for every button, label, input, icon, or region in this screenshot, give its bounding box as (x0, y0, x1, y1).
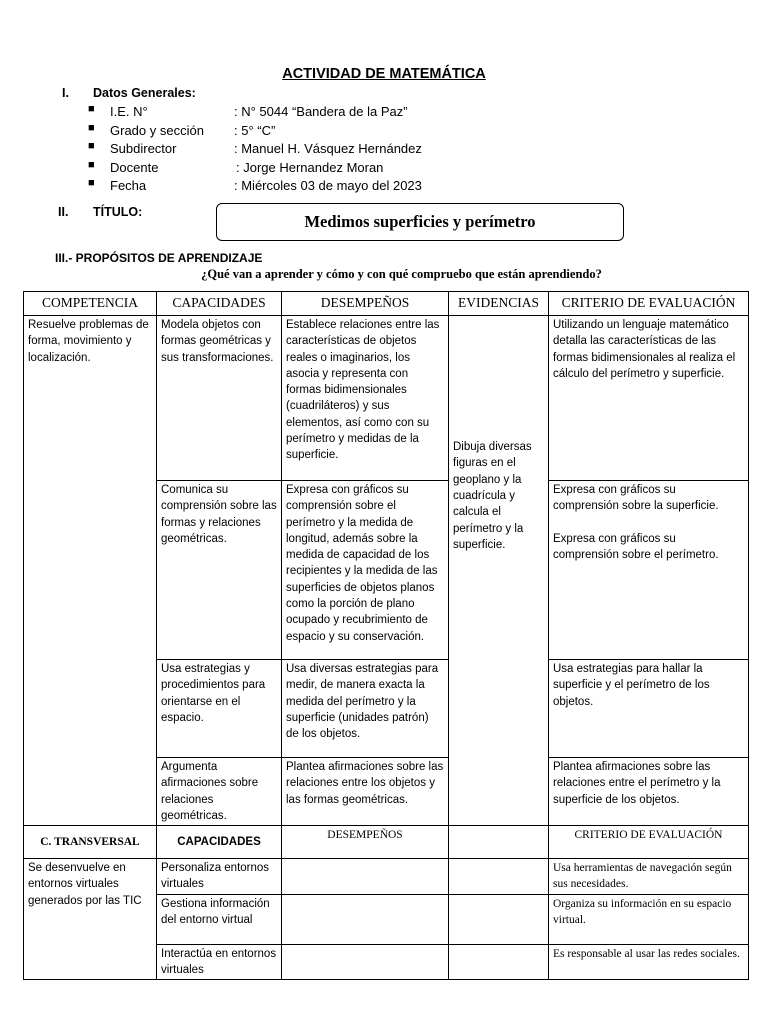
general-data-key: Subdirector (110, 141, 177, 156)
criterio-text: Expresa con gráficos su comprensión sobre la superficie. (553, 484, 719, 513)
bullet-icon: ■ (88, 121, 95, 134)
criterio-text: Expresa con gráficos su comprensión sobre el perímetro. (553, 532, 719, 561)
header-criterio-transversal: CRITERIO DE EVALUACIÓN (549, 826, 749, 859)
empty-cell (282, 894, 449, 944)
desempeno-cell: Establece relaciones entre las características de objetos reales o imaginarios, los asocia y representa con formas bidimensionales (cuadriláteros) y sus elementos, así como con su perímetro y medidas de la superficie. (282, 316, 449, 481)
header-desempenos-transversal: DESEMPEÑOS (282, 826, 449, 859)
table-row (24, 859, 749, 895)
general-data-value: : Miércoles 03 de mayo del 2023 (234, 178, 422, 193)
header-competencia: COMPETENCIA (24, 292, 157, 316)
learning-purposes-table (23, 291, 749, 980)
table-header-row (24, 292, 749, 316)
empty-cell (282, 944, 449, 980)
capacidad-cell: Comunica su comprensión sobre las formas y relaciones geométricas. (157, 481, 282, 660)
competencia-cell: Resuelve problemas de forma, movimiento y localización. (24, 316, 157, 826)
general-data-key: Grado y sección (110, 122, 204, 138)
section-1-label: Datos Generales: (93, 86, 196, 100)
criterio-cell: Usa herramientas de navegación según sus necesidades. (549, 859, 749, 895)
bullet-icon: ■ (88, 103, 95, 115)
empty-cell (449, 944, 549, 980)
transversal-header-row (24, 826, 749, 859)
criterio-cell: Utilizando un lenguaje matemático detalla las características de las formas bidimensionales al realiza el cálculo del perímetro y superficie. (549, 316, 749, 481)
evidencias-cell: Dibuja diversas figuras en el geoplano y la cuadrícula y calcula el perímetro y la superficie. (449, 316, 549, 826)
bullet-icon: ■ (88, 140, 95, 152)
empty-cell (449, 894, 549, 944)
general-data-key: Fecha (110, 178, 147, 193)
criterio-cell: Es responsable al usar las redes sociales. (549, 944, 749, 980)
criterio-cell: Usa estrategias para hallar la superficie y el perímetro de los objetos. (549, 660, 749, 758)
empty-cell (282, 859, 449, 895)
criterio-cell (549, 481, 749, 660)
header-evidencias: EVIDENCIAS (449, 292, 549, 316)
capacidad-cell: Usa estrategias y procedimientos para orientarse en el espacio. (157, 660, 282, 758)
table-row (24, 316, 749, 481)
criterio-cell: Organiza su información en su espacio virtual. (549, 894, 749, 944)
capacidad-cell: Argumenta afirmaciones sobre relaciones geométricas. (157, 758, 282, 826)
empty-cell (449, 859, 549, 895)
capacidad-cell: Interactúa en entornos virtuales (157, 944, 282, 980)
section-2-number: II. (58, 205, 69, 219)
capacidad-cell: Personaliza entornos virtuales (157, 859, 282, 895)
section-3-label: III.- PROPÓSITOS DE APRENDIZAJE (55, 251, 263, 265)
general-data-value: : N° 5044 “Bandera de la Paz” (234, 104, 408, 119)
general-data-value: : Manuel H. Vásquez Hernández (234, 141, 422, 156)
desempeno-cell: Plantea afirmaciones sobre las relaciones entre los objetos y las formas geométricas. (282, 758, 449, 826)
bullet-icon: ■ (88, 158, 95, 171)
general-data-key: I.E. N° (110, 104, 148, 119)
section-1-number: I. (62, 86, 69, 100)
header-capacidades-transversal: CAPACIDADES (157, 826, 282, 859)
activity-title-box: Medimos superficies y perímetro (216, 203, 624, 241)
bullet-icon: ■ (88, 177, 95, 189)
desempeno-cell: Usa diversas estrategias para medir, de manera exacta la medida del perímetro y la superficie (unidades patrón) de los objetos. (282, 660, 449, 758)
empty-cell (449, 826, 549, 859)
section-2-label: TÍTULO: (93, 205, 143, 219)
general-data-value: : Jorge Hernandez Moran (236, 159, 384, 175)
desempeno-cell: Expresa con gráficos su comprensión sobre el perímetro y la medida de longitud, además sobre la medida de capacidad de los recipientes y la medida de las superficies de objetos planos como la porción de plano ocupado y recubrimiento de espacio y su conservación. (282, 481, 449, 660)
capacidad-cell: Modela objetos con formas geométricas y sus transformaciones. (157, 316, 282, 481)
header-c-transversal: C. TRANSVERSAL (24, 826, 157, 859)
transversal-competencia-cell: Se desenvuelve en entornos virtuales generados por las TIC (24, 859, 157, 980)
general-data-value: : 5° “C” (234, 122, 276, 138)
criterio-cell: Plantea afirmaciones sobre las relaciones entre el perímetro y la superficie de los objetos. (549, 758, 749, 826)
general-data-key: Docente (110, 159, 159, 175)
header-desempenos: DESEMPEÑOS (282, 292, 449, 316)
header-capacidades: CAPACIDADES (157, 292, 282, 316)
document-title: ACTIVIDAD DE MATEMÁTICA (282, 66, 486, 82)
capacidad-cell: Gestiona información del entorno virtual (157, 894, 282, 944)
header-criterio: CRITERIO DE EVALUACIÓN (549, 292, 749, 316)
learning-question: ¿Qué van a aprender y cómo y con qué compruebo que están aprendiendo? (201, 267, 602, 281)
